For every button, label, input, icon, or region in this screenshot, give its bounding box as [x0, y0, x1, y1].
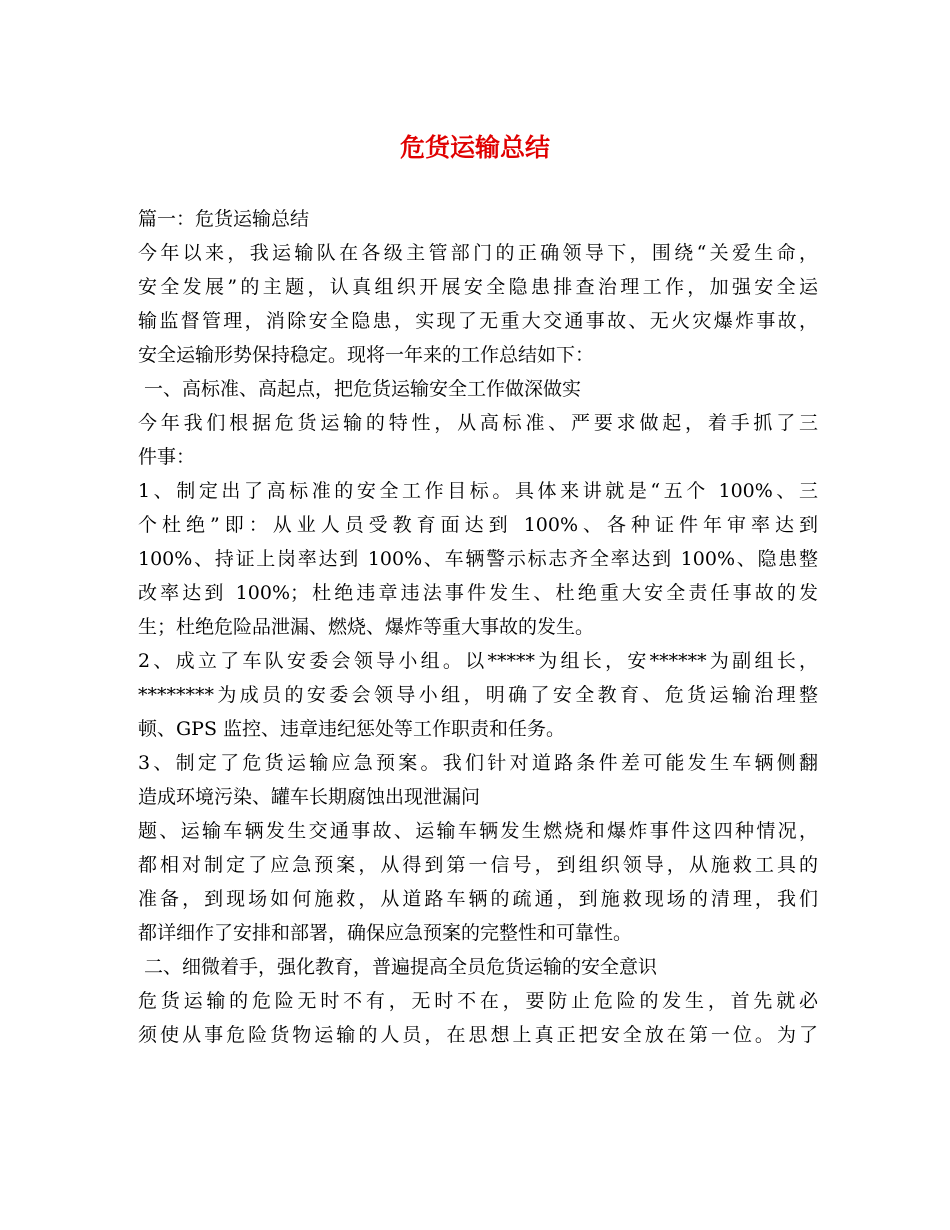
body-line: 准备，到现场如何施救，从道路车辆的疏通，到施救现场的清理，我们 [138, 888, 818, 910]
document-body [138, 202, 818, 1052]
body-line: 件事： [138, 446, 196, 468]
body-line: 生；杜绝危险品泄漏、燃烧、爆炸等重大事故的发生。 [138, 616, 595, 638]
body-line: 输监督管理，消除安全隐患，实现了无重大交通事故、无火灾爆炸事故， [138, 310, 818, 332]
body-line: 须使从事危险货物运输的人员，在思想上真正把安全放在第一位。为了 [138, 1024, 818, 1046]
body-line: 二、细微着手，强化教育，普遍提高全员危货运输的安全意识 [138, 956, 658, 978]
body-line: 安全运输形势保持稳定。现将一年来的工作总结如下： [138, 344, 595, 366]
body-line: 安全发展”的主题，认真组织开展安全隐患排查治理工作，加强安全运 [138, 276, 818, 298]
body-line: 个杜绝”即：从业人员受教育面达到 100%、各种证件年审率达到 [138, 514, 818, 536]
body-line: 危货运输的危险无时不有，无时不在，要防止危险的发生，首先就必 [138, 990, 818, 1012]
body-line: 篇一：危货运输总结 [138, 208, 310, 230]
document-title: 危货运输总结 [399, 133, 550, 162]
body-line: 100%、持证上岗率达到 100%、车辆警示标志齐全率达到 100%、隐患整 [138, 548, 818, 570]
body-line: 改率达到 100%；杜绝违章违法事件发生、杜绝重大安全责任事故的发 [138, 582, 818, 604]
body-line: 1、制定出了高标准的安全工作目标。具体来讲就是“五个 100%、三 [138, 480, 818, 502]
body-line: 今年以来，我运输队在各级主管部门的正确领导下，围绕“关爱生命， [138, 242, 818, 264]
body-line: 造成环境污染、罐车长期腐蚀出现泄漏问 [138, 786, 481, 808]
body-line: ********为成员的安委会领导小组，明确了安全教育、危货运输治理整 [138, 684, 818, 706]
body-line: 都相对制定了应急预案，从得到第一信号，到组织领导，从施救工具的 [138, 854, 818, 876]
body-line: 3、制定了危货运输应急预案。我们针对道路条件差可能发生车辆侧翻 [138, 752, 818, 774]
body-line: 一、高标准、高起点，把危货运输安全工作做深做实 [138, 378, 582, 400]
body-line: 题、运输车辆发生交通事故、运输车辆发生燃烧和爆炸事件这四种情况， [138, 820, 818, 842]
body-line: 顿、GPS 监控、违章违纪惩处等工作职责和任务。 [138, 718, 566, 740]
body-line: 都详细作了安排和部署，确保应急预案的完整性和可靠性。 [138, 922, 633, 944]
body-line: 今年我们根据危货运输的特性，从高标准、严要求做起，着手抓了三 [138, 412, 818, 434]
body-line: 2、成立了车队安委会领导小组。以*****为组长，安******为副组长， [138, 650, 818, 672]
